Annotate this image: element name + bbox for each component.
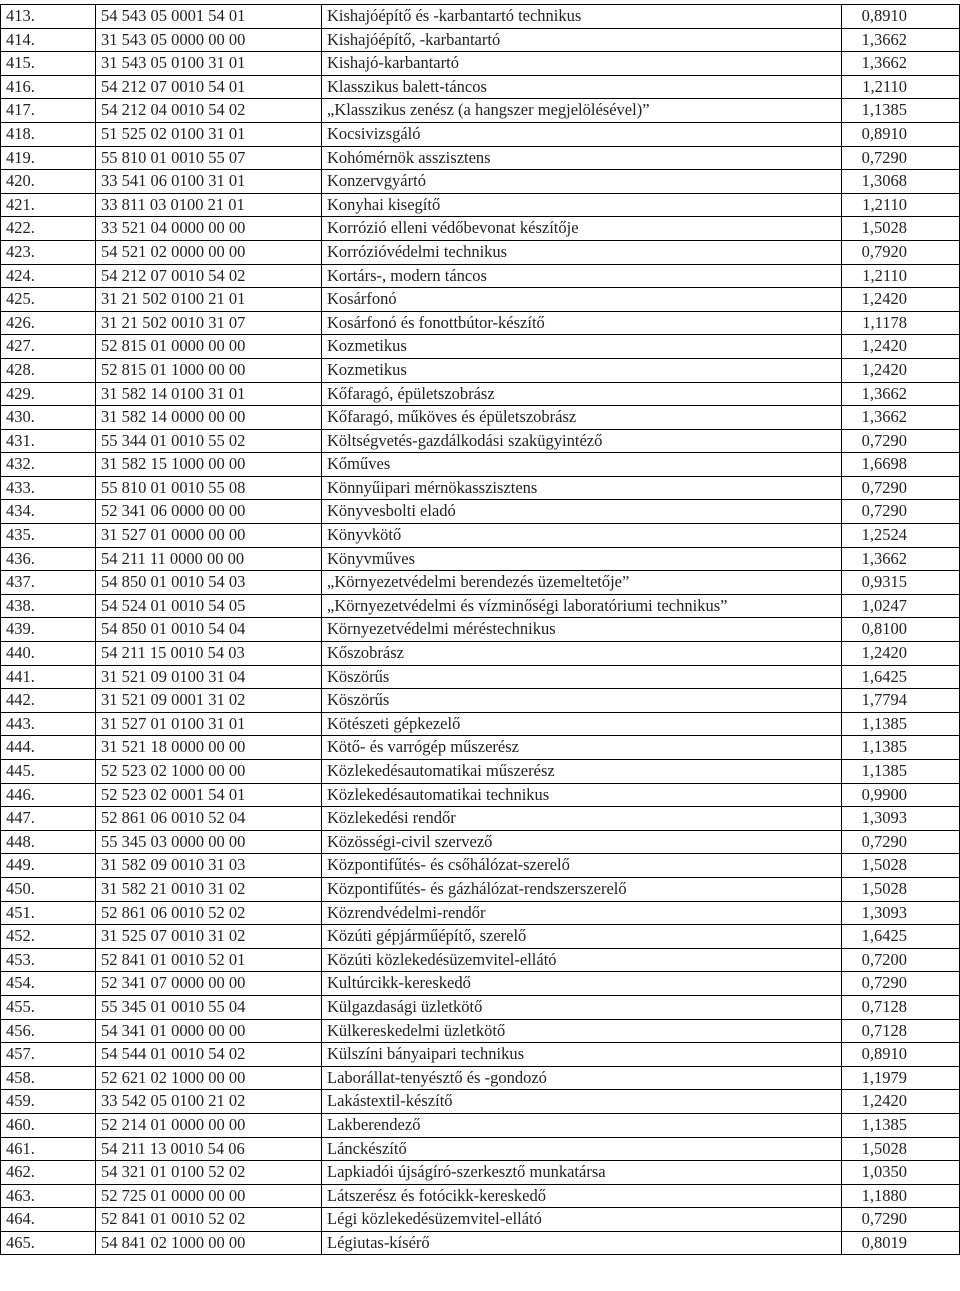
qualification-name-cell: Lánckészítő: [322, 1137, 842, 1161]
qualification-code-cell: 31 21 502 0010 31 07: [96, 311, 322, 335]
row-number-cell: 422.: [1, 217, 96, 241]
qualification-code-cell: 54 544 01 0010 54 02: [96, 1043, 322, 1067]
qualification-code-cell: 33 542 05 0100 21 02: [96, 1090, 322, 1114]
qualification-code-cell: 52 341 06 0000 00 00: [96, 500, 322, 524]
qualification-code-cell: 55 344 01 0010 55 02: [96, 429, 322, 453]
qualification-code-cell: 54 521 02 0000 00 00: [96, 240, 322, 264]
coefficient-cell: 1,2420: [842, 1090, 960, 1114]
row-number-cell: 454.: [1, 972, 96, 996]
qualification-name-cell: Kortárs-, modern táncos: [322, 264, 842, 288]
qualification-code-cell: 54 211 13 0010 54 06: [96, 1137, 322, 1161]
table-row: [1, 75, 960, 99]
table-row: [1, 240, 960, 264]
qualification-name-cell: Korrózióvédelmi technikus: [322, 240, 842, 264]
qualification-code-cell: 52 214 01 0000 00 00: [96, 1113, 322, 1137]
table-row: [1, 358, 960, 382]
coefficient-cell: 1,2524: [842, 524, 960, 548]
table-row: [1, 1019, 960, 1043]
row-number-cell: 431.: [1, 429, 96, 453]
qualification-code-cell: 31 543 05 0000 00 00: [96, 28, 322, 52]
table-row: [1, 1043, 960, 1067]
qualification-code-cell: 54 850 01 0010 54 03: [96, 571, 322, 595]
table-row: [1, 547, 960, 571]
table-row: [1, 594, 960, 618]
row-number-cell: 416.: [1, 75, 96, 99]
qualification-name-cell: Közrendvédelmi-rendőr: [322, 901, 842, 925]
qualification-name-cell: Közlekedésautomatikai műszerész: [322, 760, 842, 784]
coefficient-cell: 1,1880: [842, 1184, 960, 1208]
qualification-name-cell: „Klasszikus zenész (a hangszer megjelölésével)”: [322, 99, 842, 123]
coefficient-cell: 1,1385: [842, 712, 960, 736]
qualification-code-cell: 52 841 01 0010 52 02: [96, 1208, 322, 1232]
coefficient-cell: 0,7200: [842, 948, 960, 972]
coefficient-cell: 1,2420: [842, 358, 960, 382]
qualification-name-cell: Könyvműves: [322, 547, 842, 571]
row-number-cell: 423.: [1, 240, 96, 264]
table-row: [1, 948, 960, 972]
qualification-code-cell: 33 811 03 0100 21 01: [96, 193, 322, 217]
coefficient-cell: 1,3068: [842, 170, 960, 194]
table-row: [1, 524, 960, 548]
qualification-code-cell: 54 341 01 0000 00 00: [96, 1019, 322, 1043]
row-number-cell: 425.: [1, 288, 96, 312]
qualification-name-cell: „Környezetvédelmi berendezés üzemeltetője”: [322, 571, 842, 595]
coefficient-cell: 1,5028: [842, 877, 960, 901]
qualification-name-cell: Laborállat-tenyésztő és -gondozó: [322, 1066, 842, 1090]
table-row: [1, 877, 960, 901]
qualification-code-cell: 54 841 02 1000 00 00: [96, 1231, 322, 1255]
qualification-name-cell: Köszörűs: [322, 689, 842, 713]
row-number-cell: 421.: [1, 193, 96, 217]
qualification-code-cell: 52 621 02 1000 00 00: [96, 1066, 322, 1090]
row-number-cell: 432.: [1, 453, 96, 477]
row-number-cell: 445.: [1, 760, 96, 784]
row-number-cell: 427.: [1, 335, 96, 359]
table-row: [1, 807, 960, 831]
coefficient-cell: 1,2110: [842, 193, 960, 217]
row-number-cell: 434.: [1, 500, 96, 524]
table-row: [1, 170, 960, 194]
row-number-cell: 446.: [1, 783, 96, 807]
table-row: [1, 1113, 960, 1137]
qualification-name-cell: Köszörűs: [322, 665, 842, 689]
coefficient-cell: 1,3662: [842, 52, 960, 76]
coefficient-cell: 1,0247: [842, 594, 960, 618]
table-row: [1, 571, 960, 595]
row-number-cell: 420.: [1, 170, 96, 194]
qualification-code-cell: 55 345 03 0000 00 00: [96, 830, 322, 854]
coefficient-cell: 1,1385: [842, 736, 960, 760]
row-number-cell: 438.: [1, 594, 96, 618]
row-number-cell: 417.: [1, 99, 96, 123]
table-row: [1, 1184, 960, 1208]
row-number-cell: 459.: [1, 1090, 96, 1114]
qualification-name-cell: Könyvkötő: [322, 524, 842, 548]
qualification-code-cell: 52 725 01 0000 00 00: [96, 1184, 322, 1208]
coefficient-cell: 1,2110: [842, 75, 960, 99]
coefficient-cell: 1,7794: [842, 689, 960, 713]
table-row: [1, 335, 960, 359]
qualification-code-cell: 31 582 14 0000 00 00: [96, 406, 322, 430]
coefficient-cell: 0,8910: [842, 1043, 960, 1067]
qualification-name-cell: Központifűtés- és csőhálózat-szerelő: [322, 854, 842, 878]
coefficient-cell: 1,1385: [842, 760, 960, 784]
row-number-cell: 428.: [1, 358, 96, 382]
qualification-name-cell: Kishajóépítő, -karbantartó: [322, 28, 842, 52]
row-number-cell: 463.: [1, 1184, 96, 1208]
qualification-code-cell: 31 543 05 0100 31 01: [96, 52, 322, 76]
qualification-code-cell: 55 810 01 0010 55 07: [96, 146, 322, 170]
qualification-name-cell: Könyvesbolti eladó: [322, 500, 842, 524]
row-number-cell: 452.: [1, 925, 96, 949]
coefficient-cell: 0,7128: [842, 995, 960, 1019]
table-row: [1, 382, 960, 406]
table-row: [1, 453, 960, 477]
coefficient-cell: 1,3662: [842, 382, 960, 406]
table-row: [1, 642, 960, 666]
qualification-name-cell: Közúti gépjárműépítő, szerelő: [322, 925, 842, 949]
table-row: [1, 783, 960, 807]
qualification-name-cell: Kőműves: [322, 453, 842, 477]
coefficient-cell: 1,6425: [842, 665, 960, 689]
qualification-code-cell: 52 341 07 0000 00 00: [96, 972, 322, 996]
qualification-name-cell: Klasszikus balett-táncos: [322, 75, 842, 99]
row-number-cell: 455.: [1, 995, 96, 1019]
coefficient-cell: 0,7290: [842, 500, 960, 524]
row-number-cell: 437.: [1, 571, 96, 595]
table-row: [1, 1161, 960, 1185]
table-row: [1, 28, 960, 52]
table-row: [1, 830, 960, 854]
coefficient-cell: 1,3093: [842, 901, 960, 925]
coefficient-cell: 0,7128: [842, 1019, 960, 1043]
table-body: [1, 5, 960, 1255]
row-number-cell: 413.: [1, 5, 96, 29]
table-row: [1, 311, 960, 335]
qualification-code-cell: 54 212 07 0010 54 02: [96, 264, 322, 288]
row-number-cell: 461.: [1, 1137, 96, 1161]
qualification-code-cell: 51 525 02 0100 31 01: [96, 122, 322, 146]
qualification-name-cell: Kötő- és varrógép műszerész: [322, 736, 842, 760]
qualification-code-cell: 31 582 14 0100 31 01: [96, 382, 322, 406]
qualification-code-cell: 31 582 15 1000 00 00: [96, 453, 322, 477]
qualification-name-cell: Kosárfonó: [322, 288, 842, 312]
qualification-code-cell: 52 815 01 0000 00 00: [96, 335, 322, 359]
qualification-name-cell: Központifűtés- és gázhálózat-rendszerszerelő: [322, 877, 842, 901]
table-row: [1, 5, 960, 29]
qualification-name-cell: Lakberendező: [322, 1113, 842, 1137]
qualification-code-cell: 54 211 15 0010 54 03: [96, 642, 322, 666]
qualification-name-cell: Külgazdasági üzletkötő: [322, 995, 842, 1019]
row-number-cell: 435.: [1, 524, 96, 548]
table-row: [1, 760, 960, 784]
table-row: [1, 1208, 960, 1232]
qualification-name-cell: Konzervgyártó: [322, 170, 842, 194]
coefficient-cell: 1,1178: [842, 311, 960, 335]
coefficient-cell: 1,2420: [842, 642, 960, 666]
qualification-code-cell: 31 525 07 0010 31 02: [96, 925, 322, 949]
coefficient-cell: 0,9900: [842, 783, 960, 807]
row-number-cell: 444.: [1, 736, 96, 760]
qualification-name-cell: Légi közlekedésüzemvitel-ellátó: [322, 1208, 842, 1232]
coefficient-cell: 1,5028: [842, 854, 960, 878]
qualification-code-cell: 54 850 01 0010 54 04: [96, 618, 322, 642]
qualification-code-cell: 54 212 07 0010 54 01: [96, 75, 322, 99]
table-row: [1, 476, 960, 500]
table-row: [1, 854, 960, 878]
table-row: [1, 901, 960, 925]
row-number-cell: 465.: [1, 1231, 96, 1255]
table-row: [1, 972, 960, 996]
qualification-code-cell: 31 527 01 0000 00 00: [96, 524, 322, 548]
coefficient-cell: 1,2420: [842, 335, 960, 359]
qualification-name-cell: Kohómérnök asszisztens: [322, 146, 842, 170]
row-number-cell: 429.: [1, 382, 96, 406]
table-row: [1, 1231, 960, 1255]
qualification-code-cell: 54 543 05 0001 54 01: [96, 5, 322, 29]
qualification-name-cell: Kozmetikus: [322, 358, 842, 382]
qualification-table: [0, 4, 960, 1255]
row-number-cell: 451.: [1, 901, 96, 925]
coefficient-cell: 0,9315: [842, 571, 960, 595]
coefficient-cell: 0,7290: [842, 972, 960, 996]
coefficient-cell: 0,7290: [842, 476, 960, 500]
qualification-code-cell: 31 521 09 0001 31 02: [96, 689, 322, 713]
table-row: [1, 995, 960, 1019]
qualification-name-cell: Közlekedési rendőr: [322, 807, 842, 831]
qualification-name-cell: „Környezetvédelmi és vízminőségi laboratóriumi technikus”: [322, 594, 842, 618]
qualification-code-cell: 54 321 01 0100 52 02: [96, 1161, 322, 1185]
coefficient-cell: 1,1979: [842, 1066, 960, 1090]
row-number-cell: 414.: [1, 28, 96, 52]
table-row: [1, 712, 960, 736]
coefficient-cell: 1,1385: [842, 1113, 960, 1137]
qualification-name-cell: Kishajó-karbantartó: [322, 52, 842, 76]
row-number-cell: 449.: [1, 854, 96, 878]
qualification-code-cell: 52 861 06 0010 52 04: [96, 807, 322, 831]
coefficient-cell: 1,5028: [842, 1137, 960, 1161]
table-row: [1, 500, 960, 524]
table-row: [1, 217, 960, 241]
table-row: [1, 429, 960, 453]
qualification-code-cell: 31 582 21 0010 31 02: [96, 877, 322, 901]
qualification-code-cell: 31 582 09 0010 31 03: [96, 854, 322, 878]
coefficient-cell: 1,2110: [842, 264, 960, 288]
row-number-cell: 462.: [1, 1161, 96, 1185]
row-number-cell: 448.: [1, 830, 96, 854]
row-number-cell: 440.: [1, 642, 96, 666]
qualification-name-cell: Korrózió elleni védőbevonat készítője: [322, 217, 842, 241]
qualification-code-cell: 55 345 01 0010 55 04: [96, 995, 322, 1019]
qualification-name-cell: Kőfaragó, műköves és épületszobrász: [322, 406, 842, 430]
row-number-cell: 442.: [1, 689, 96, 713]
row-number-cell: 424.: [1, 264, 96, 288]
qualification-name-cell: Kosárfonó és fonottbútor-készítő: [322, 311, 842, 335]
row-number-cell: 430.: [1, 406, 96, 430]
qualification-code-cell: 31 521 18 0000 00 00: [96, 736, 322, 760]
table-row: [1, 52, 960, 76]
qualification-name-cell: Lapkiadói újságíró-szerkesztő munkatársa: [322, 1161, 842, 1185]
table-row: [1, 264, 960, 288]
qualification-code-cell: 52 523 02 1000 00 00: [96, 760, 322, 784]
row-number-cell: 456.: [1, 1019, 96, 1043]
coefficient-cell: 1,3662: [842, 28, 960, 52]
qualification-code-cell: 31 521 09 0100 31 04: [96, 665, 322, 689]
coefficient-cell: 0,8100: [842, 618, 960, 642]
qualification-name-cell: Közösségi-civil szervező: [322, 830, 842, 854]
row-number-cell: 441.: [1, 665, 96, 689]
qualification-code-cell: 52 523 02 0001 54 01: [96, 783, 322, 807]
qualification-code-cell: 33 521 04 0000 00 00: [96, 217, 322, 241]
table-row: [1, 925, 960, 949]
table-row: [1, 146, 960, 170]
row-number-cell: 453.: [1, 948, 96, 972]
row-number-cell: 457.: [1, 1043, 96, 1067]
table-row: [1, 689, 960, 713]
coefficient-cell: 1,3662: [842, 547, 960, 571]
table-row: [1, 618, 960, 642]
qualification-code-cell: 31 527 01 0100 31 01: [96, 712, 322, 736]
table-row: [1, 193, 960, 217]
row-number-cell: 436.: [1, 547, 96, 571]
qualification-name-cell: Közúti közlekedésüzemvitel-ellátó: [322, 948, 842, 972]
table-row: [1, 1066, 960, 1090]
row-number-cell: 464.: [1, 1208, 96, 1232]
coefficient-cell: 1,2420: [842, 288, 960, 312]
table-row: [1, 288, 960, 312]
table-row: [1, 1137, 960, 1161]
coefficient-cell: 0,7290: [842, 146, 960, 170]
coefficient-cell: 0,7290: [842, 1208, 960, 1232]
qualification-name-cell: Lakástextil-készítő: [322, 1090, 842, 1114]
table-row: [1, 736, 960, 760]
row-number-cell: 426.: [1, 311, 96, 335]
qualification-name-cell: Kőfaragó, épületszobrász: [322, 382, 842, 406]
coefficient-cell: 0,8910: [842, 122, 960, 146]
row-number-cell: 415.: [1, 52, 96, 76]
table-row: [1, 122, 960, 146]
coefficient-cell: 0,7290: [842, 429, 960, 453]
row-number-cell: 419.: [1, 146, 96, 170]
qualification-name-cell: Légiutas-kísérő: [322, 1231, 842, 1255]
coefficient-cell: 1,0350: [842, 1161, 960, 1185]
qualification-name-cell: Kötészeti gépkezelő: [322, 712, 842, 736]
qualification-code-cell: 54 211 11 0000 00 00: [96, 547, 322, 571]
qualification-code-cell: 52 815 01 1000 00 00: [96, 358, 322, 382]
qualification-name-cell: Külszíni bányaipari technikus: [322, 1043, 842, 1067]
qualification-name-cell: Külkereskedelmi üzletkötő: [322, 1019, 842, 1043]
qualification-code-cell: 31 21 502 0100 21 01: [96, 288, 322, 312]
qualification-name-cell: Kocsivizsgáló: [322, 122, 842, 146]
coefficient-cell: 0,8019: [842, 1231, 960, 1255]
qualification-code-cell: 55 810 01 0010 55 08: [96, 476, 322, 500]
coefficient-cell: 1,3093: [842, 807, 960, 831]
coefficient-cell: 1,3662: [842, 406, 960, 430]
qualification-name-cell: Kultúrcikk-kereskedő: [322, 972, 842, 996]
qualification-name-cell: Könnyűipari mérnökasszisztens: [322, 476, 842, 500]
qualification-name-cell: Közlekedésautomatikai technikus: [322, 783, 842, 807]
qualification-name-cell: Kőszobrász: [322, 642, 842, 666]
qualification-code-cell: 52 861 06 0010 52 02: [96, 901, 322, 925]
row-number-cell: 418.: [1, 122, 96, 146]
qualification-name-cell: Környezetvédelmi méréstechnikus: [322, 618, 842, 642]
coefficient-cell: 1,5028: [842, 217, 960, 241]
table-row: [1, 665, 960, 689]
qualification-code-cell: 54 524 01 0010 54 05: [96, 594, 322, 618]
table-row: [1, 1090, 960, 1114]
qualification-name-cell: Költségvetés-gazdálkodási szakügyintéző: [322, 429, 842, 453]
coefficient-cell: 1,1385: [842, 99, 960, 123]
qualification-name-cell: Kozmetikus: [322, 335, 842, 359]
qualification-code-cell: 52 841 01 0010 52 01: [96, 948, 322, 972]
row-number-cell: 447.: [1, 807, 96, 831]
coefficient-cell: 0,8910: [842, 5, 960, 29]
qualification-name-cell: Kishajóépítő és -karbantartó technikus: [322, 5, 842, 29]
coefficient-cell: 0,7290: [842, 830, 960, 854]
coefficient-cell: 1,6698: [842, 453, 960, 477]
row-number-cell: 433.: [1, 476, 96, 500]
coefficient-cell: 1,6425: [842, 925, 960, 949]
row-number-cell: 458.: [1, 1066, 96, 1090]
table-row: [1, 99, 960, 123]
qualification-code-cell: 33 541 06 0100 31 01: [96, 170, 322, 194]
row-number-cell: 439.: [1, 618, 96, 642]
qualification-code-cell: 54 212 04 0010 54 02: [96, 99, 322, 123]
table-row: [1, 406, 960, 430]
row-number-cell: 460.: [1, 1113, 96, 1137]
qualification-name-cell: Látszerész és fotócikk-kereskedő: [322, 1184, 842, 1208]
row-number-cell: 443.: [1, 712, 96, 736]
row-number-cell: 450.: [1, 877, 96, 901]
qualification-name-cell: Konyhai kisegítő: [322, 193, 842, 217]
coefficient-cell: 0,7920: [842, 240, 960, 264]
